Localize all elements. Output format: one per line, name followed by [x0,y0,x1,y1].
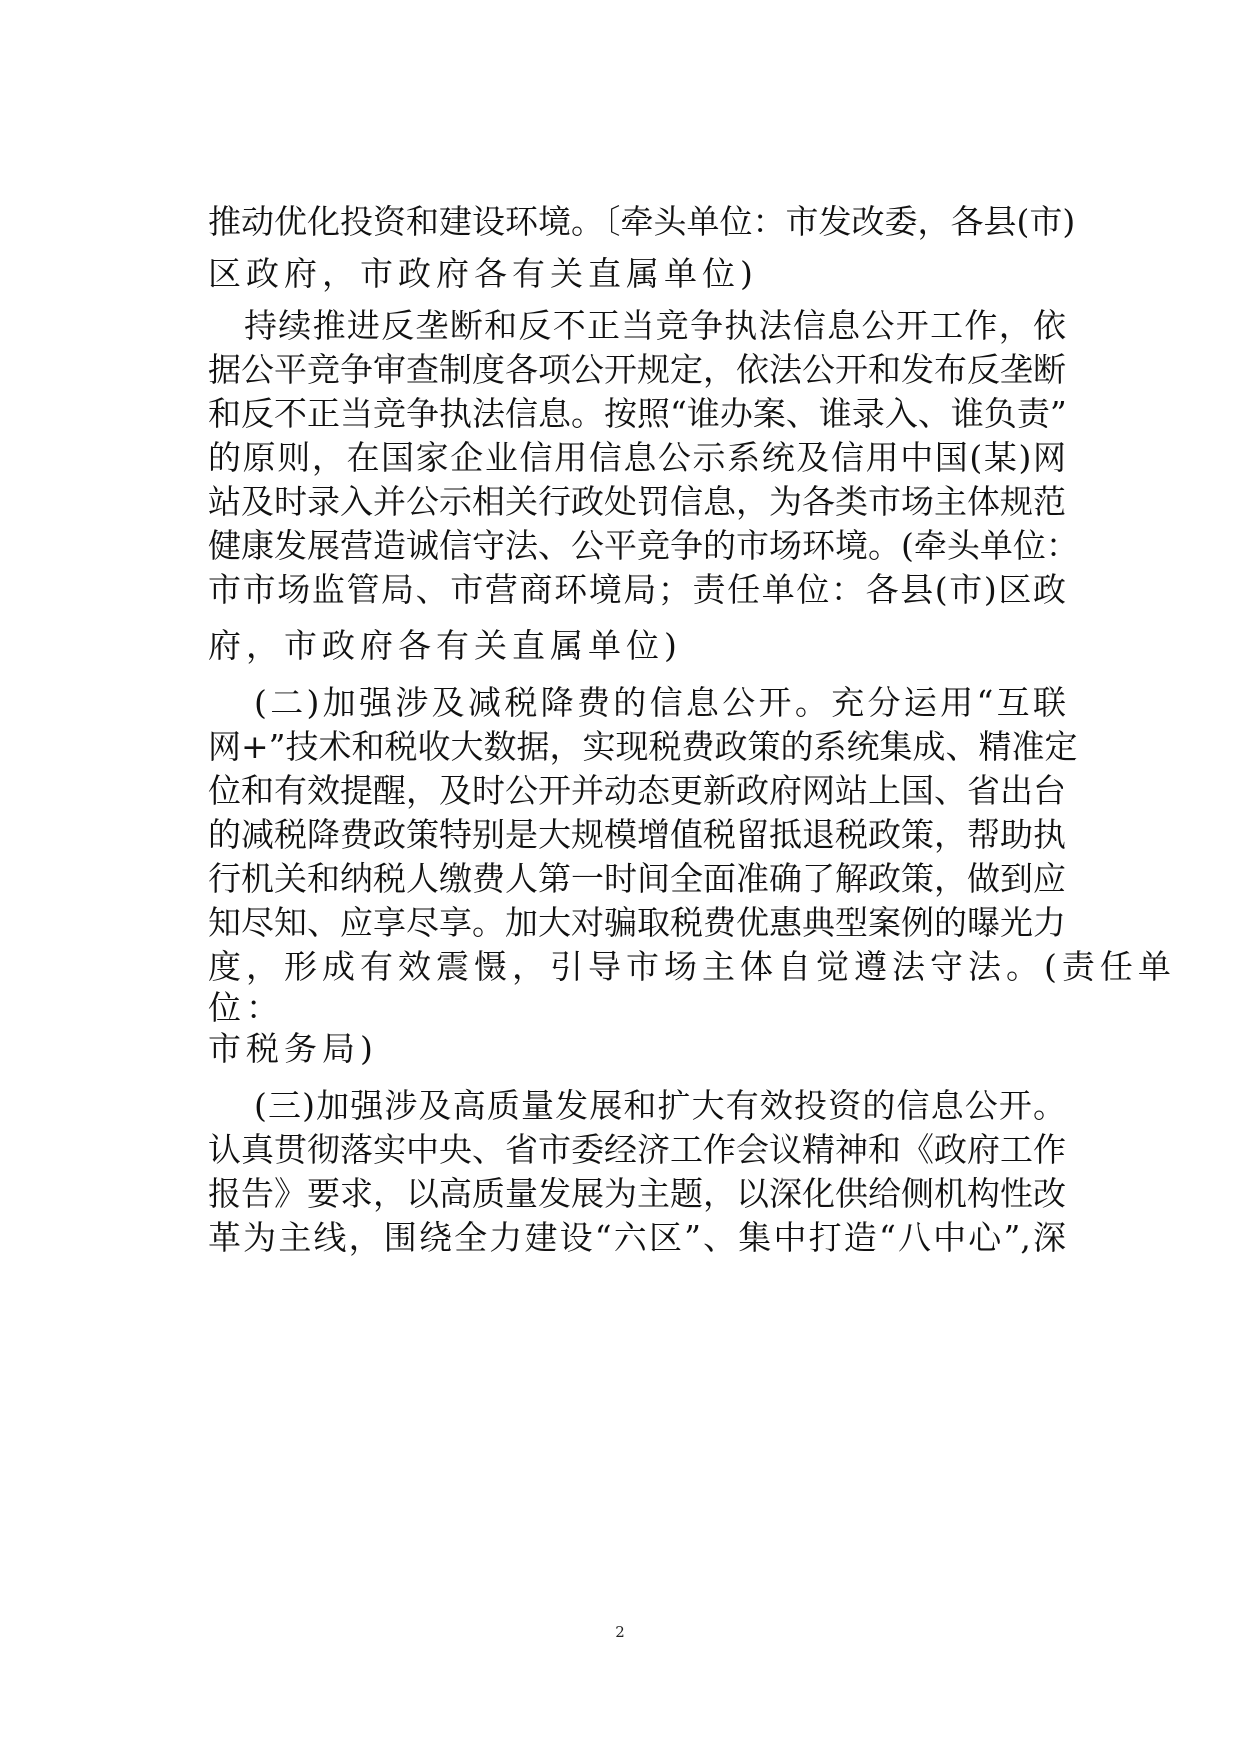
text-line: 健康发展营造诚信守法、公平竞争的市场环境。(牵头单位： [208,526,1079,565]
text-line: 据公平竞争审查制度各项公开规定，依法公开和发布反垄断 [208,350,1066,389]
text-line: 府，市政府各有关直属单位) [208,626,682,665]
text-line: 和反不正当竞争执法信息。按照“谁办案、谁录入、谁负责” [208,394,1067,433]
text-line: 行机关和纳税人缴费人第一时间全面准确了解政策，做到应 [208,859,1066,898]
section-heading-3: (三)加强涉及高质量发展和扩大有效投资的信息公开。 [254,1086,1066,1125]
text-line: 认真贯彻落实中央、省市委经济工作会议精神和《政府工作 [208,1130,1066,1169]
text-line: 知尽知、应享尽享。加大对骗取税费优惠典型案例的曝光力 [208,903,1066,942]
section-heading-2: (二)加强涉及减税降费的信息公开。充分运用“互联 [254,683,1066,722]
text-line: 的原则，在国家企业信用信息公示系统及信用中国(某)网 [208,438,1066,477]
text-line: 市市场监管局、市营商环境局；责任单位：各县(市)区政 [208,570,1066,609]
text-line: 位： [208,988,284,1027]
text-line: 的减税降费政策特别是大规模增值税留抵退税政策，帮助执 [208,815,1066,854]
text-line: 革为主线，围绕全力建设“六区”、集中打造“八中心”,深 [208,1218,1066,1257]
text-line: 区政府，市政府各有关直属单位) [208,254,758,293]
paragraph-first-line: 持续推进反垄断和反不正当竞争执法信息公开工作，依 [244,306,1066,345]
text-line: 推动优化投资和建设环境。〔牵头单位：市发改委，各县(市) [208,202,1076,241]
text-line: 站及时录入并公示相关行政处罚信息，为各类市场主体规范 [208,482,1066,521]
text-line: 度，形成有效震慑，引导市场主体自觉遵法守法。(责任单 [208,947,1176,986]
text-line: 网+”技术和税收大数据，实现税费政策的系统集成、精准定 [208,727,1078,766]
text-line: 位和有效提醒，及时公开并动态更新政府网站上国、省出台 [208,771,1066,810]
page-number: 2 [615,1623,625,1641]
text-line: 报告》要求，以高质量发展为主题，以深化供给侧机构性改 [208,1174,1066,1213]
text-line: 市税务局) [208,1029,378,1068]
